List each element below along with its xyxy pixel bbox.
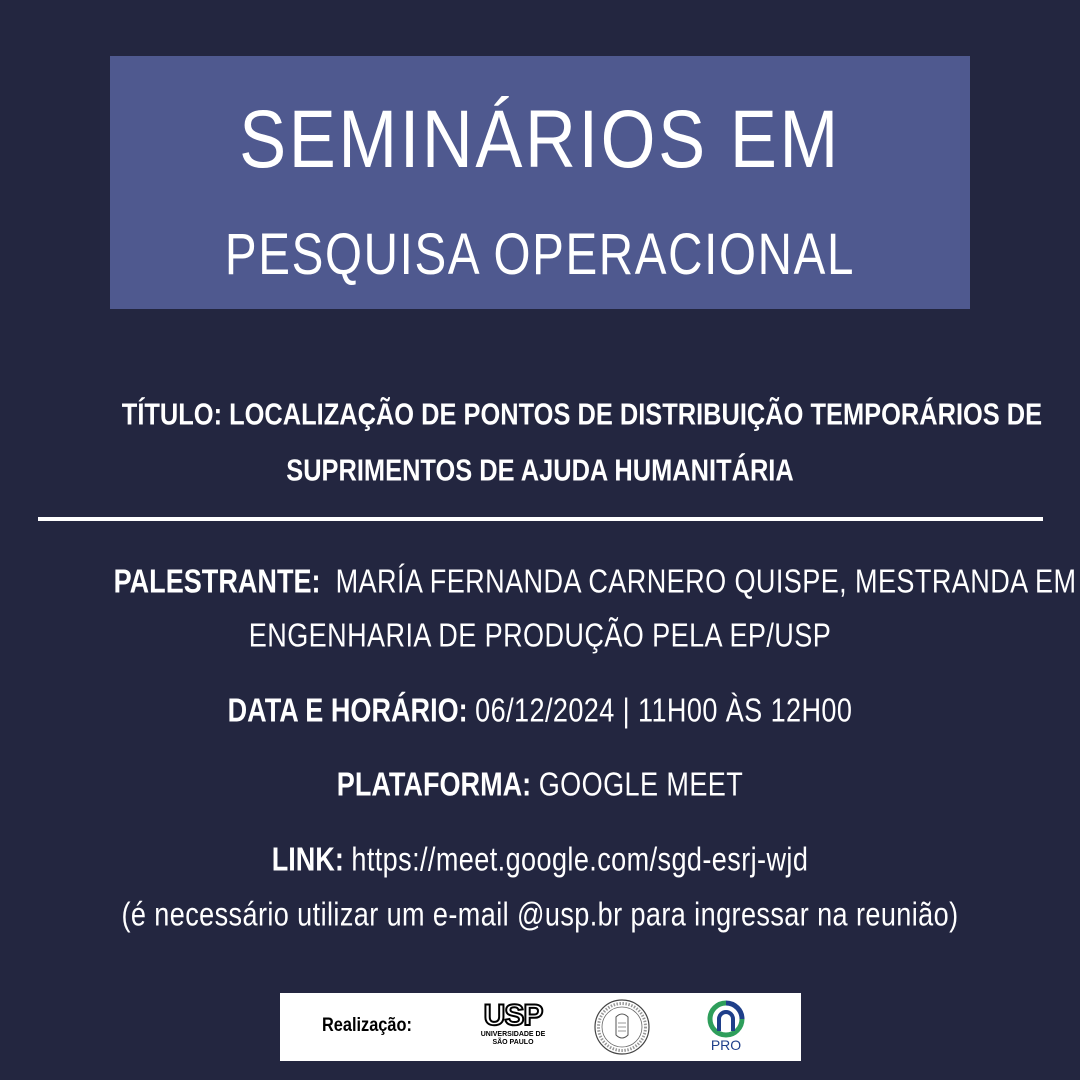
link-note-text: (é necessário utilizar um e-mail @usp.br para ingressar na reunião) — [121, 895, 959, 933]
usp-logo-sub-1: UNIVERSIDADE DE — [480, 1031, 546, 1038]
banner-title-line-2: PESQUISA OPERACIONAL — [224, 222, 856, 287]
link-note — [114, 895, 967, 933]
link-line — [114, 840, 967, 878]
usp-logo-wordmark: USP — [483, 999, 543, 1032]
speaker-value: MARÍA FERNANDA CARNERO QUISPE, MESTRANDA EM — [335, 562, 1077, 600]
realizacao-label: Realização: — [322, 1015, 412, 1036]
escola-politecnica-seal-icon — [592, 997, 652, 1057]
platform-label: PLATAFORMA: — [336, 765, 532, 803]
speaker-label: PALESTRANTE: — [113, 562, 321, 600]
usp-logo-sub-2: SÃO PAULO — [492, 1039, 534, 1046]
link-label: LINK: — [271, 840, 344, 878]
pro-logo — [706, 999, 746, 1057]
platform-line — [114, 765, 967, 803]
title-banner — [110, 56, 970, 309]
divider — [38, 517, 1043, 521]
talk-title-line-2: SUPRIMENTOS DE AJUDA HUMANITÁRIA — [286, 452, 794, 488]
schedule-label: DATA E HORÁRIO: — [227, 691, 468, 729]
talk-title-line-1: TÍTULO: LOCALIZAÇÃO DE PONTOS DE DISTRIBUIÇÃO TEMPORÁRIOS DE — [121, 396, 1043, 432]
sponsor-logo-bar — [280, 993, 801, 1061]
pro-logo-text: PRO — [710, 1037, 742, 1053]
speaker-line-2 — [114, 616, 967, 654]
banner-title-line-1: SEMINÁRIOS EM — [239, 94, 841, 185]
pro-logo-icon — [706, 999, 746, 1039]
meeting-link[interactable]: https://meet.google.com/sgd-esrj-wjd — [351, 840, 809, 878]
schedule-line — [114, 691, 967, 729]
platform-value: GOOGLE MEET — [538, 765, 744, 803]
usp-logo — [476, 1001, 550, 1053]
speaker-line-1 — [113, 562, 1077, 600]
speaker-value-cont: ENGENHARIA DE PRODUÇÃO PELA EP/USP — [248, 616, 832, 654]
schedule-value: 06/12/2024 | 11H00 ÀS 12H00 — [475, 691, 853, 729]
